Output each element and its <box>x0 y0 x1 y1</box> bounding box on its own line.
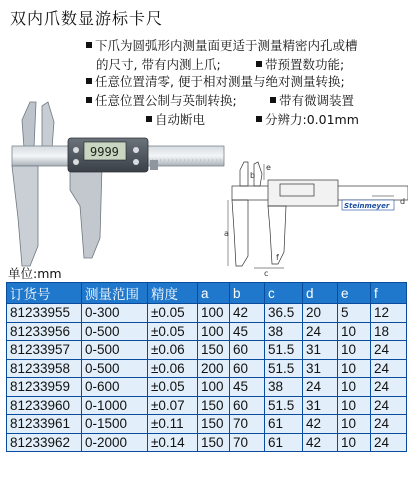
table-header-row <box>7 283 407 304</box>
header-f: f <box>371 283 407 304</box>
header-c: c <box>265 283 303 304</box>
product-title: 双内爪数显游标卡尺 <box>10 9 164 28</box>
table-row <box>7 378 407 397</box>
table-cell: 31 <box>303 341 338 360</box>
header-a: a <box>198 283 230 304</box>
bullet-square-icon <box>86 42 92 48</box>
table-cell: 10 <box>338 396 371 415</box>
table-cell: ±0.06 <box>148 341 198 360</box>
table-cell: 60 <box>230 396 265 415</box>
table-row <box>7 322 407 341</box>
table-cell: 24 <box>371 415 407 434</box>
feature-line-3 <box>86 72 345 92</box>
table-cell: 0-1000 <box>82 396 148 415</box>
table-cell: 10 <box>338 341 371 360</box>
spec-table <box>6 282 407 452</box>
table-cell: 81233960 <box>7 396 82 415</box>
table-cell: 0-500 <box>82 359 148 378</box>
table-cell: 45 <box>230 378 265 397</box>
table-row <box>7 304 407 323</box>
table-cell: 31 <box>303 359 338 378</box>
table-cell: 100 <box>198 304 230 323</box>
table-cell: 70 <box>230 415 265 434</box>
table-cell: 150 <box>198 415 230 434</box>
table-cell: 31 <box>303 396 338 415</box>
table-cell: 150 <box>198 433 230 452</box>
brand-label: Steinmeyer <box>344 202 390 210</box>
table-cell: 81233958 <box>7 359 82 378</box>
table-cell: 100 <box>198 322 230 341</box>
table-cell: 45 <box>230 322 265 341</box>
table-row <box>7 359 407 378</box>
table-cell: 61 <box>265 433 303 452</box>
table-row <box>7 341 407 360</box>
table-cell: 10 <box>338 433 371 452</box>
feature-text: 自动断电 <box>155 112 206 127</box>
feature-text: 下爪为圆弧形内测量面更适于测量精密内孔或槽 <box>95 38 358 53</box>
dim-label-f: f <box>276 253 279 262</box>
header-b: b <box>230 283 265 304</box>
table-cell: 24 <box>371 396 407 415</box>
table-cell: 200 <box>198 359 230 378</box>
table-cell: 24 <box>371 359 407 378</box>
table-cell: 81233957 <box>7 341 82 360</box>
table-cell: 24 <box>371 378 407 397</box>
header-d: d <box>303 283 338 304</box>
feature-text: 分辨力:0.01mm <box>265 112 359 127</box>
table-cell: ±0.05 <box>148 378 198 397</box>
feature-text: 的尺寸, 带有内测上爪; <box>96 57 221 72</box>
table-cell: 24 <box>303 322 338 341</box>
header-order-no: 订货号 <box>7 283 82 304</box>
unit-label: 单位:mm <box>8 266 62 281</box>
table-row <box>7 415 407 434</box>
feature-line-1 <box>86 36 358 56</box>
table-cell: 81233962 <box>7 433 82 452</box>
table-cell: 5 <box>338 304 371 323</box>
table-cell: 36.5 <box>265 304 303 323</box>
table-cell: 51.5 <box>265 341 303 360</box>
table-cell: 10 <box>338 378 371 397</box>
header-e: e <box>338 283 371 304</box>
table-cell: ±0.11 <box>148 415 198 434</box>
header-accuracy: 精度 <box>148 283 198 304</box>
table-cell: 42 <box>230 304 265 323</box>
table-cell: 20 <box>303 304 338 323</box>
table-cell: 150 <box>198 341 230 360</box>
dim-label-c: c <box>264 269 269 278</box>
table-cell: 70 <box>230 433 265 452</box>
dim-label-e: e <box>266 163 271 172</box>
table-cell: 10 <box>338 415 371 434</box>
feature-text: 任意位置清零, 便于相对测量与绝对测量转换; <box>95 74 345 89</box>
table-cell: 150 <box>198 396 230 415</box>
table-cell: 61 <box>265 415 303 434</box>
table-cell: 18 <box>371 322 407 341</box>
table-cell: 24 <box>371 433 407 452</box>
table-cell: 24 <box>303 378 338 397</box>
table-cell: 38 <box>265 322 303 341</box>
feature-fine-adjust <box>270 91 354 111</box>
table-cell: ±0.07 <box>148 396 198 415</box>
dim-label-b: b <box>250 171 256 180</box>
table-cell: 0-500 <box>82 322 148 341</box>
table-cell: 12 <box>371 304 407 323</box>
dim-label-a: a <box>224 229 229 238</box>
feature-text: 带有微调装置 <box>279 93 355 108</box>
table-cell: 60 <box>230 341 265 360</box>
table-cell: 10 <box>338 322 371 341</box>
table-cell: 0-1500 <box>82 415 148 434</box>
header-range: 测量范围 <box>82 283 148 304</box>
bullet-square-icon <box>256 116 262 122</box>
bullet-square-icon <box>86 78 92 84</box>
table-cell: ±0.05 <box>148 322 198 341</box>
table-cell: 51.5 <box>265 396 303 415</box>
table-cell: 81233956 <box>7 322 82 341</box>
feature-text: 任意位置公制与英制转换; <box>95 93 237 108</box>
dimension-diagram <box>224 160 408 280</box>
table-cell: 100 <box>198 378 230 397</box>
bullet-square-icon <box>270 97 276 103</box>
table-cell: 24 <box>371 341 407 360</box>
table-cell: 0-300 <box>82 304 148 323</box>
table-cell: 51.5 <box>265 359 303 378</box>
table-cell: ±0.06 <box>148 359 198 378</box>
feature-text: 带预置数功能; <box>265 57 345 72</box>
caliper-photo <box>8 98 228 274</box>
table-cell: ±0.05 <box>148 304 198 323</box>
table-cell: 81233961 <box>7 415 82 434</box>
table-cell: 60 <box>230 359 265 378</box>
feature-resolution <box>256 110 359 130</box>
display-reading: 9999 <box>90 145 119 159</box>
table-cell: 42 <box>303 433 338 452</box>
table-cell: 38 <box>265 378 303 397</box>
table-cell: ±0.14 <box>148 433 198 452</box>
table-cell: 81233955 <box>7 304 82 323</box>
table-cell: 42 <box>303 415 338 434</box>
dim-label-d: d <box>400 197 406 206</box>
table-row <box>7 396 407 415</box>
bullet-square-icon <box>256 61 262 67</box>
table-row <box>7 433 407 452</box>
table-cell: 0-500 <box>82 341 148 360</box>
table-cell: 0-600 <box>82 378 148 397</box>
table-cell: 81233959 <box>7 378 82 397</box>
table-cell: 10 <box>338 359 371 378</box>
table-cell: 0-2000 <box>82 433 148 452</box>
